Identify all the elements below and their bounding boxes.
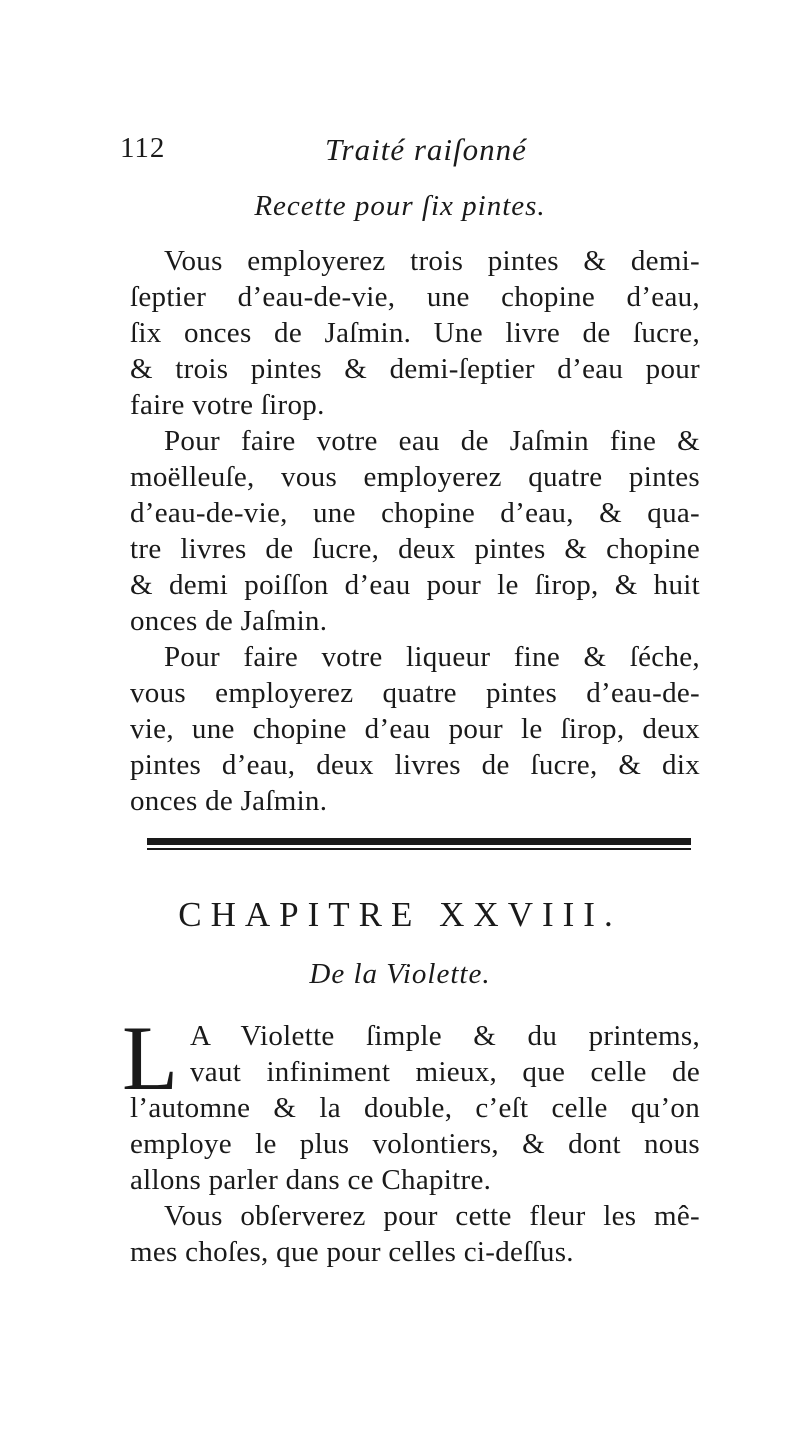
text-line: vaut infiniment mieux, que celle de xyxy=(190,1056,700,1088)
chapter-title: CHAPITRE XXVIII. xyxy=(178,895,622,934)
chapter-subtitle: De la Violette. xyxy=(309,958,491,990)
page-number: 112 xyxy=(120,132,166,164)
recipe-body xyxy=(130,243,700,819)
text-line: vie, une chopine d’eau pour le ſirop, deux xyxy=(130,713,700,745)
text-line: Vous obſerverez pour cette fleur les mê- xyxy=(164,1200,700,1232)
text-line: moëlleuſe, vous employerez quatre pintes xyxy=(130,461,700,493)
text-line: Pour faire votre eau de Jaſmin fine & xyxy=(164,425,700,457)
page-header xyxy=(120,132,700,172)
recipe-heading: Recette pour ſix pintes. xyxy=(254,190,546,222)
text-line: allons parler dans ce Chapitre. xyxy=(130,1164,492,1196)
text-line: ſeptier d’eau-de-vie, une chopine d’eau, xyxy=(130,281,700,313)
chapter-divider-rule xyxy=(147,838,691,852)
text-line: & trois pintes & demi-ſeptier d’eau pour xyxy=(130,353,700,385)
running-head: Traité raiſonné xyxy=(325,132,527,167)
text-line: l’automne & la double, c’eſt celle qu’on xyxy=(130,1092,700,1124)
text-line: onces de Jaſmin. xyxy=(130,785,328,817)
text-line: A Violette ſimple & du printems, xyxy=(190,1020,700,1052)
text-line: faire votre ſirop. xyxy=(130,389,325,421)
text-line: employe le plus volontiers, & dont nous xyxy=(130,1128,700,1160)
text-line: mes choſes, que pour celles ci-deſſus. xyxy=(130,1236,574,1268)
text-line: tre livres de ſucre, deux pintes & chopine xyxy=(130,533,700,565)
drop-cap: L xyxy=(122,1007,179,1109)
divider-thin-line xyxy=(147,848,691,850)
text-line: pintes d’eau, deux livres de ſucre, & dix xyxy=(130,749,700,781)
text-line: vous employerez quatre pintes d’eau-de- xyxy=(130,677,700,709)
text-line: Vous employerez trois pintes & demi- xyxy=(164,245,700,277)
text-line: & demi poiſſon d’eau pour le ſirop, & huit xyxy=(130,569,700,601)
text-line: ſix onces de Jaſmin. Une livre de ſucre, xyxy=(130,317,700,349)
text-line: d’eau-de-vie, une chopine d’eau, & qua- xyxy=(130,497,700,529)
text-line: Pour faire votre liqueur fine & ſéche, xyxy=(164,641,700,673)
divider-thick-line xyxy=(147,838,691,845)
chapter-body xyxy=(130,1018,700,1270)
text-line: onces de Jaſmin. xyxy=(130,605,328,637)
